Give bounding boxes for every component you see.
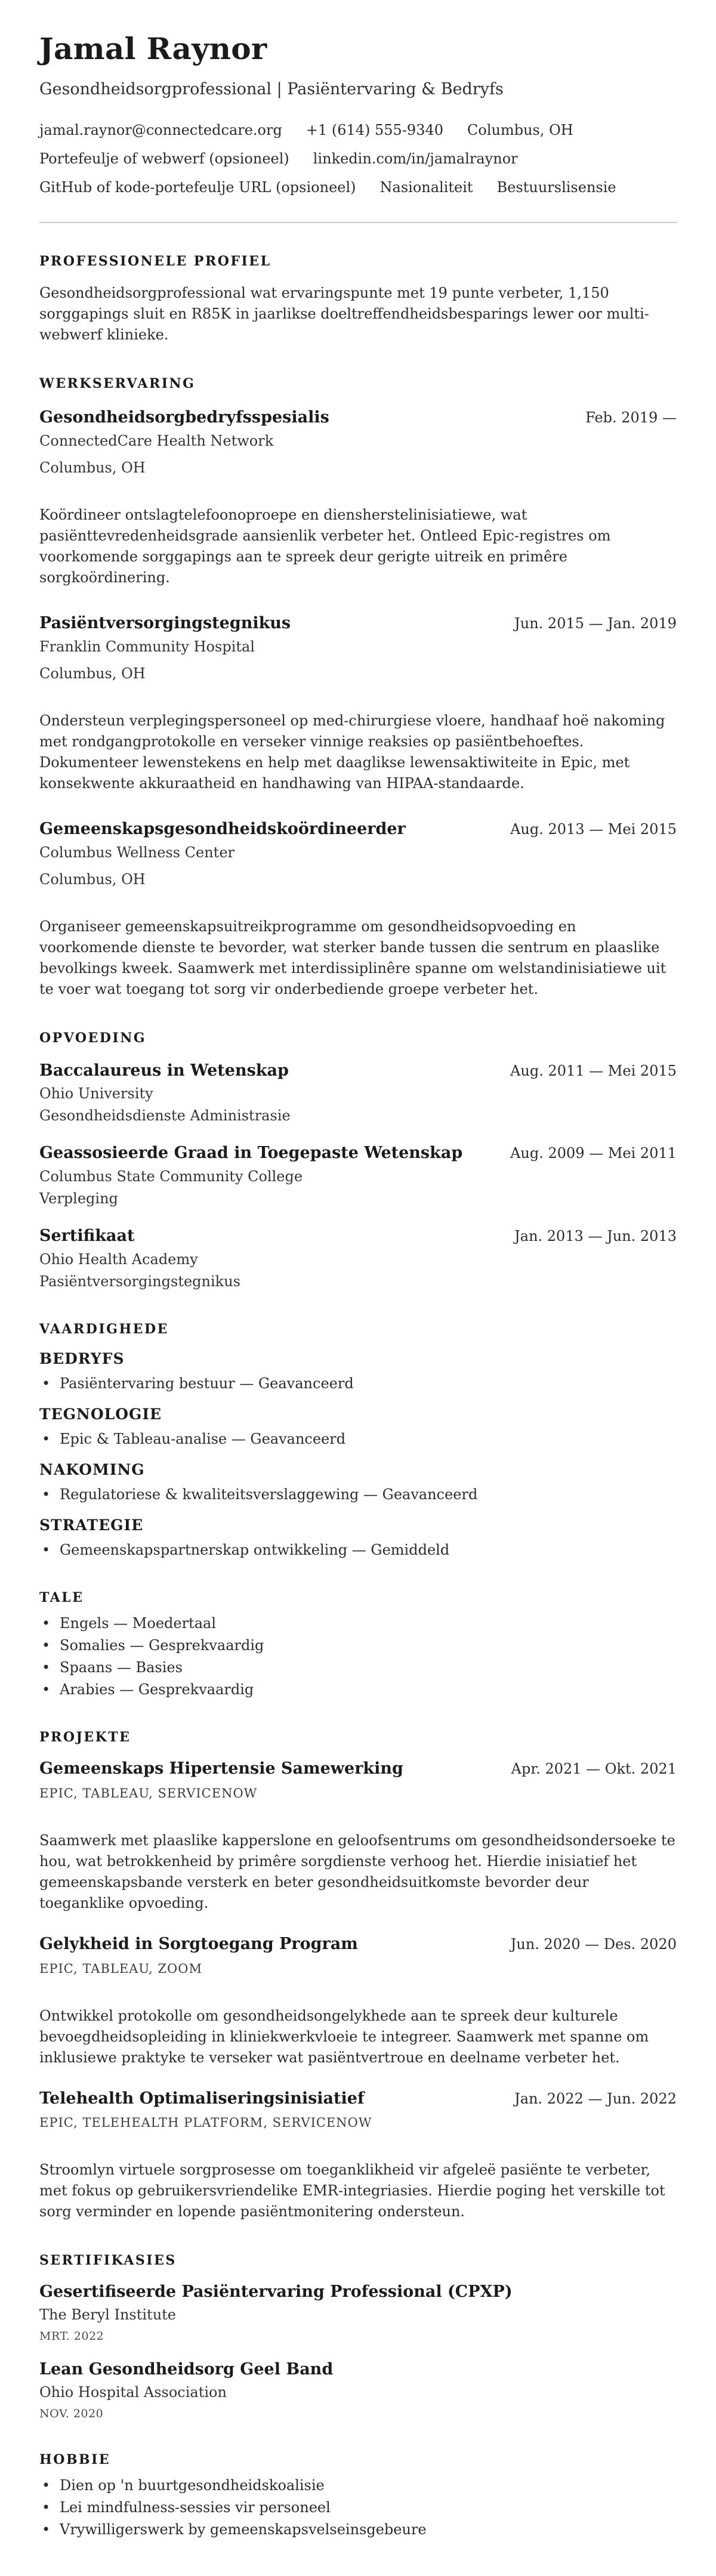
job-location: Columbus, OH xyxy=(39,665,146,682)
contact-row-3 xyxy=(39,178,677,197)
work-entry-header xyxy=(39,407,677,428)
hobbies-section-label: HOBBIE xyxy=(39,2452,111,2468)
language-item: • Engels — Moedertaal xyxy=(39,1614,677,1633)
job-description: Koördineer ontslagtelefoonoproepe en diensherstelinisiatiewe, wat pasiënttevredenheidsgrade aansienlik verbeter het. Ontleed Epic-registres om voorkomende sorggapings aan te spreek deur gerigte uitreik en primêre sorgkoördinering. xyxy=(39,506,611,586)
skill-group xyxy=(39,1460,677,1504)
education-entry xyxy=(39,1226,677,1291)
certifications-section-label: SERTIFIKASIES xyxy=(39,2253,177,2269)
field-of-study: Gesondheidsdienste Administrasie xyxy=(39,1107,291,1125)
contact-row-2 xyxy=(39,150,677,168)
project-description: Saamwerk met plaaslike kapperslone en geloofsentrums om gesondheidsondersoeke te hou, wat betrokkenheid by primêre sorgdienste verhoog het. Hierdie inisiatief het gemeenskapsbande versterk en beter gesondheidsuitkomste bevorder deur toeganklike opvoeding. xyxy=(39,1831,675,1911)
languages-section-label: TALE xyxy=(39,1589,84,1605)
school-name: Ohio Health Academy xyxy=(39,1250,198,1268)
project-description: Ontwikkel protokolle om gesondheidsongelykhede aan te spreek deur kulturele bevoegdheidsopleiding in kliniekwerkvloeie te integreer. Saamwerk met spanne om inklusiewe praktyke te verseker wat pasiëntvertroue en deelname verbeter het. xyxy=(39,2007,649,2066)
section-projects xyxy=(39,1729,677,2222)
school-name: Columbus State Community College xyxy=(39,1168,303,1185)
language-item: • Somalies — Gesprekvaardig xyxy=(39,1636,677,1655)
resume-header xyxy=(39,32,677,197)
skills-section-label: VAARDIGHEDE xyxy=(39,1321,169,1337)
language-item: • Spaans — Basies xyxy=(39,1658,677,1677)
job-title: Pasiëntversorgingstegnikus xyxy=(39,613,291,632)
project-description: Stroomlyn virtuele sorgprosesse om toeganklikheid vir afgeleë pasiënte te verbeter, met fokus op gebruikersvriendelike EMR-integriasies. Hierdie poging het verskille tot sorg verminder en lopende pasiëntmonitering ondersteun. xyxy=(39,2161,665,2220)
certification-entry xyxy=(39,2359,677,2421)
projects-section-label: PROJEKTE xyxy=(39,1729,131,1745)
contact-drivers-license: Bestuurslisensie xyxy=(496,179,616,196)
certification-title: Gesertifiseerde Pasiëntervaring Professional (CPXP) xyxy=(39,2282,513,2302)
skill-category: TEGNOLOGIE xyxy=(39,1405,162,1423)
skill-group xyxy=(39,1349,677,1393)
project-tech-stack: EPIC, TABLEAU, SERVICENOW xyxy=(39,1786,258,1800)
skill-list xyxy=(39,1375,677,1393)
education-date-range: Jan. 2013 — Jun. 2013 xyxy=(514,1228,677,1245)
skill-item: • Pasiëntervaring bestuur — Geavanceerd xyxy=(39,1375,677,1393)
project-date-range: Jun. 2020 — Des. 2020 xyxy=(510,1935,677,1953)
section-profile xyxy=(39,253,677,345)
project-title: Telehealth Optimaliseringsinisiatief xyxy=(39,2089,365,2108)
section-languages xyxy=(39,1589,677,1699)
contact-linkedin: linkedin.com/in/jamalraynor xyxy=(313,150,518,168)
education-entry-header xyxy=(39,1061,677,1082)
job-company: ConnectedCare Health Network xyxy=(39,432,274,449)
contact-nationality: Nasionaliteit xyxy=(379,179,473,196)
job-location: Columbus, OH xyxy=(39,870,146,888)
education-section-label: OPVOEDING xyxy=(39,1030,147,1046)
project-tech-stack: EPIC, TELEHEALTH PLATFORM, SERVICENOW xyxy=(39,2115,372,2130)
certification-issuer: The Beryl Institute xyxy=(39,2306,176,2324)
skill-list xyxy=(39,1430,677,1448)
project-entry-header xyxy=(39,1759,677,1780)
job-date-range: Aug. 2013 — Mei 2015 xyxy=(510,820,677,838)
job-description: Ondersteun verplegingspersoneel op med-chirurgiese vloere, handhaaf hoë nakoming met rondgangprotokolle en verseker vinnige reaksies op pasiëntbehoeftes. Dokumenteer lewenstekens en help met daaglikse lewensaktiwiteite in Epic, met konsekwente akkuraatheid en handhawing van HIPAA-standaarde. xyxy=(39,712,665,792)
degree-title: Geassosieerde Graad in Toegepaste Wetenskap xyxy=(39,1144,463,1163)
section-education xyxy=(39,1030,677,1291)
job-date-range: Jun. 2015 — Jan. 2019 xyxy=(514,614,677,632)
skill-category: STRATEGIE xyxy=(39,1516,144,1534)
work-entry-header xyxy=(39,613,677,634)
skill-list xyxy=(39,1541,677,1559)
hobby-item: • Dien op 'n buurtgesondheidskoalisie xyxy=(39,2476,677,2495)
language-list xyxy=(39,1614,677,1699)
job-description: Organiseer gemeenskapsuitreikprogramme om gesondheidsopvoeding en voorkomende dienste te bevorder, wat sterker bande tussen die sentrum en plaaslike bevolkings kweek. Saamwerk met interdissiplinêre spanne om welstandinisiatiewe uit te voer wat toegang tot sorg vir onderbediende groepe verbeter het. xyxy=(39,918,666,997)
project-date-range: Jan. 2022 — Jun. 2022 xyxy=(514,2090,677,2107)
skill-list xyxy=(39,1485,677,1504)
hobby-item: • Vrywilligerswerk by gemeenskapsvelseinsgebeure xyxy=(39,2521,677,2539)
skill-item: • Epic & Tableau-analise — Geavanceerd xyxy=(39,1430,677,1448)
degree-title: Baccalaureus in Wetenskap xyxy=(39,1061,289,1080)
project-entry xyxy=(39,1934,677,2068)
education-entry-header xyxy=(39,1226,677,1247)
education-entry xyxy=(39,1143,677,1208)
job-company: Franklin Community Hospital xyxy=(39,638,255,655)
project-entry xyxy=(39,2089,677,2223)
person-name: Jamal Raynor xyxy=(39,31,267,66)
section-skills xyxy=(39,1321,677,1559)
field-of-study: Verpleging xyxy=(39,1190,118,1207)
skill-item: • Regulatoriese & kwaliteitsverslaggewing — Geavanceerd xyxy=(39,1485,677,1504)
work-section-label: WERKSERVARING xyxy=(39,376,196,392)
contact-phone: +1 (614) 555-9340 xyxy=(305,122,444,139)
education-date-range: Aug. 2011 — Mei 2015 xyxy=(510,1062,677,1079)
job-location: Columbus, OH xyxy=(39,459,146,476)
work-entry xyxy=(39,407,677,588)
section-hobbies xyxy=(39,2451,677,2539)
section-certifications xyxy=(39,2252,677,2421)
contact-block xyxy=(39,121,677,197)
contact-location: Columbus, OH xyxy=(467,122,573,139)
contact-row-1 xyxy=(39,121,677,140)
certification-entry xyxy=(39,2282,677,2344)
profile-text: Gesondheidsorgprofessional wat ervaringspunte met 19 punte verbeter, 1,150 sorggapings sluit en R85K in jaarlikse doeltreffendheidsbesparings lewer oor multi-webwerf klinieke. xyxy=(39,285,649,344)
skill-group xyxy=(39,1516,677,1559)
project-title: Gelykheid in Sorgtoegang Program xyxy=(39,1934,358,1953)
header-divider xyxy=(39,222,677,223)
skill-category: BEDRYFS xyxy=(39,1349,125,1367)
profile-section-label: PROFESSIONELE PROFIEL xyxy=(39,254,271,270)
certification-date: MRT. 2022 xyxy=(39,2330,104,2343)
education-entry-header xyxy=(39,1143,677,1164)
project-title: Gemeenskaps Hipertensie Samewerking xyxy=(39,1759,403,1778)
education-date-range: Aug. 2009 — Mei 2011 xyxy=(510,1145,677,1162)
degree-title: Sertifikaat xyxy=(39,1227,135,1246)
work-entry xyxy=(39,613,677,794)
hobby-list xyxy=(39,2476,677,2539)
person-headline: Gesondheidsorgprofessional | Pasiëntervaring & Bedryfs xyxy=(39,80,504,98)
language-item: • Arabies — Gesprekvaardig xyxy=(39,1681,677,1699)
skill-group xyxy=(39,1405,677,1448)
project-entry-header xyxy=(39,1934,677,1955)
work-entry xyxy=(39,819,677,1000)
skill-category: NAKOMING xyxy=(39,1460,145,1478)
contact-email: jamal.raynor@connectedcare.org xyxy=(39,122,282,139)
project-tech-stack: EPIC, TABLEAU, ZOOM xyxy=(39,1961,202,1976)
project-entry-header xyxy=(39,2089,677,2109)
certification-title: Lean Gesondheidsorg Geel Band xyxy=(39,2360,334,2379)
job-date-range: Feb. 2019 — xyxy=(585,409,677,427)
hobby-item: • Lei mindfulness-sessies vir personeel xyxy=(39,2498,677,2517)
field-of-study: Pasiëntversorgingstegnikus xyxy=(39,1272,240,1290)
skill-item: • Gemeenskapspartnerskap ontwikkeling — Gemiddeld xyxy=(39,1541,677,1559)
certification-issuer: Ohio Hospital Association xyxy=(39,2384,227,2401)
contact-portfolio: Portefeulje of webwerf (opsioneel) xyxy=(39,150,289,168)
work-entry-header xyxy=(39,819,677,840)
section-work-experience xyxy=(39,375,677,999)
job-company: Columbus Wellness Center xyxy=(39,844,234,861)
project-date-range: Apr. 2021 — Okt. 2021 xyxy=(511,1760,677,1777)
job-title: Gemeenskapsgesondheidskoördineerder xyxy=(39,819,406,838)
contact-github: GitHub of kode-portefeulje URL (opsioneel) xyxy=(39,179,356,196)
job-title: Gesondheidsorgbedryfsspesialis xyxy=(39,408,329,427)
certification-date: NOV. 2020 xyxy=(39,2407,104,2421)
education-entry xyxy=(39,1061,677,1126)
school-name: Ohio University xyxy=(39,1085,153,1102)
project-entry xyxy=(39,1759,677,1914)
